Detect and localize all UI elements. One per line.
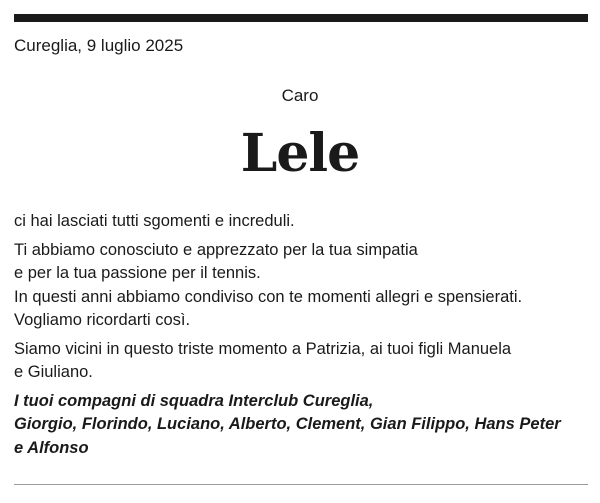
- paragraph-2-line-4: Vogliamo ricordarti così.: [14, 311, 191, 329]
- signature: [14, 390, 594, 461]
- signature-line-1: I tuoi compagni di squadra Interclub Cureglia,: [14, 391, 374, 410]
- paragraph-2-line-1: Ti abbiamo conosciuto e apprezzato per la tua simpatia: [14, 240, 418, 259]
- paragraph-3-line-2: e Giuliano.: [14, 363, 93, 381]
- paragraph-2-line-3: In questi anni abbiamo condiviso con te momenti allegri e spensierati.: [14, 287, 523, 306]
- message-body: [14, 210, 594, 460]
- signature-line-2: Giorgio, Florindo, Luciano, Alberto, Clement, Gian Filippo, Hans Peter: [14, 415, 561, 433]
- deceased-name: Lele: [240, 123, 360, 184]
- paragraph-1: ci hai lasciati tutti sgomenti e increduli.: [14, 212, 295, 230]
- paragraph-2-line-2: e per la tua passione per il tennis.: [14, 264, 261, 282]
- paragraph-3-line-1: Siamo vicini in questo triste momento a Patrizia, ai tuoi figli Manuela: [14, 339, 512, 358]
- signature-line-3: e Alfonso: [14, 438, 89, 457]
- bottom-rule: [14, 484, 588, 485]
- top-rule: [14, 14, 588, 22]
- dateline: Cureglia, 9 luglio 2025: [14, 36, 184, 55]
- salutation: Caro: [281, 86, 319, 105]
